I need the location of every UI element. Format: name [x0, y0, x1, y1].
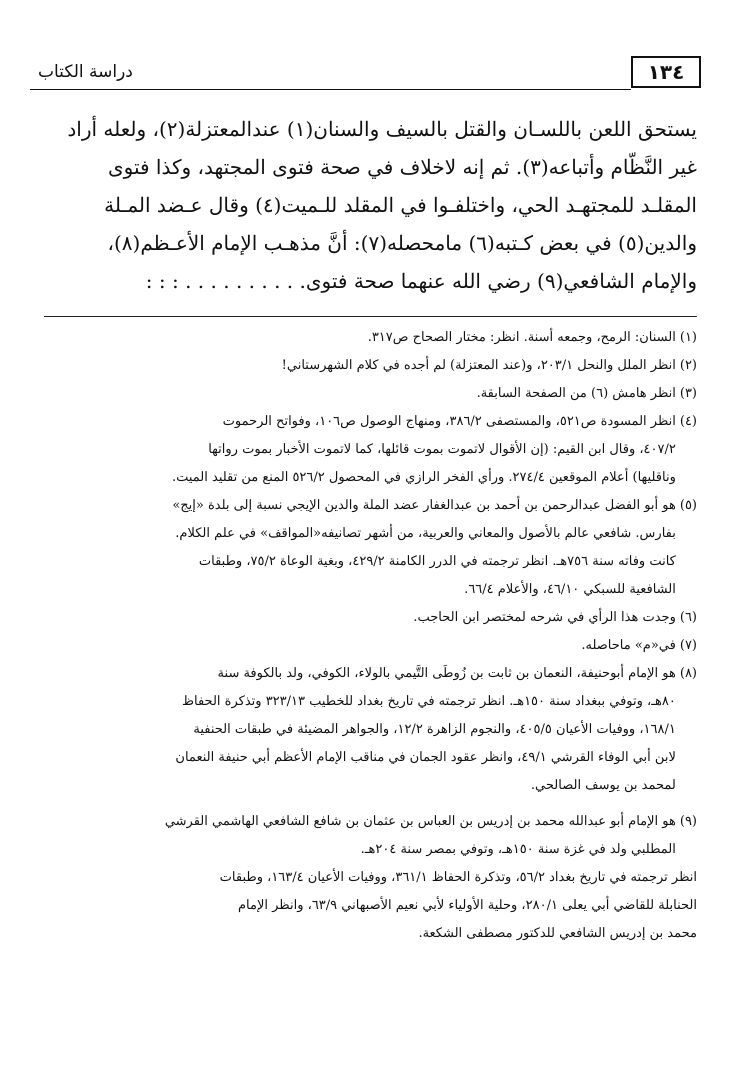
text-line: والإمام الشافعي(٩) رضي الله عنهما صحة فتوى. . . . . . . . . . : : :: [145, 269, 697, 293]
footnote-number: (٥): [679, 498, 697, 513]
footnote-line: انظر ترجمته في تاريخ بغداد ٥٦/٢، وتذكرة الحفاظ ٣٦١/١، ووفيات الأعيان ١٦٣/٤، وطبقات: [219, 870, 697, 885]
footnote-line: الحنابلة للقاضي أبي يعلى ٢٨٠/١، وحلية الأولياء لأبي نعيم الأصبهاني ٦٣/٩، وانظر الإمام: [238, 898, 697, 913]
footnote-number: (٧): [679, 638, 697, 653]
footnote-line: لمحمد بن يوسف الصالحي.: [530, 778, 676, 793]
footnote-line: ٨٠هـ، وتوفي ببغداد سنة ١٥٠هـ. انظر ترجمته في تاريخ بغداد للخطيب ٣٢٣/١٣ وتذكرة الحفاظ: [182, 694, 676, 709]
text-line: غير النَّظّام وأتباعه(٣). ثم إنه لاخلاف في صحة فتوى المجتهد، وكذا فتوى: [107, 155, 697, 179]
footnote-1: [44, 324, 697, 352]
text-line: المقلـد للمجتهـد الحي، واختلفـوا في المقلد للـميت(٤) وقال عـضد المـلة: [104, 193, 697, 217]
footnote-line: كانت وفاته سنة ٧٥٦هـ. انظر ترجمته في الدرر الكامنة ٤٢٩/٢، وبغية الوعاة ٧٥/٢، وطبقات: [198, 554, 676, 569]
footnote-number: (٩): [679, 814, 697, 829]
footnote-8: [44, 660, 697, 800]
running-title: دراسة الكتاب: [38, 62, 133, 82]
footnote-3: [44, 380, 697, 408]
footnote-line: بفارس. شافعي عالم بالأصول والمعاني والعربية، من أشهر تصانيفه«المواقف» في علم الكلام.: [175, 526, 676, 541]
footnote-9: [44, 808, 697, 864]
footnote-2: [44, 352, 697, 380]
page-number: ١٣٤: [631, 56, 701, 88]
footnote-number: (٤): [679, 414, 697, 429]
footnote-4: [44, 408, 697, 492]
text-line: والدين(٥) في بعض كـتبه(٦) مامحصله(٧): أنَّ مذهـب الإمام الأعـظم(٨)،: [107, 231, 697, 255]
footnote-line: وناقليها) أعلام الموقعين ٢٧٤/٤. ورأي الفخر الرازي في المحصول ٥٢٦/٢ المنع من تقليد الميت.: [171, 470, 676, 485]
footnote-line: المطلبي ولد في غزة سنة ١٥٠هـ، وتوفي بمصر سنة ٢٠٤هـ.: [360, 842, 676, 857]
footnote-number: (٨): [679, 666, 697, 681]
page-header: [30, 52, 701, 92]
main-text: [44, 110, 697, 300]
footnote-line: هو الإمام أبوحنيفة، النعمان بن ثابت بن زُوطَى التَّيمي بالولاء، الكوفي، ولد بالكوفة سنة: [217, 666, 676, 681]
footnote-line: الشافعية للسبكي ٤٦/١٠، والأعلام ٦٦/٤.: [464, 582, 676, 597]
footnote-line: هو أبو الفضل عبدالرحمن بن أحمد بن عبدالغفار عضد الملة والدين الإيجي نسبة إلى بلدة «إيج»: [172, 498, 676, 513]
footnote-line: ٤٠٧/٢، وقال ابن القيم: (إن الأقوال لاتموت بموت قائلها، كما لاتموت الأخبار بموت رواتها: [208, 442, 676, 457]
footnote-number: (١): [679, 330, 697, 345]
text-line: يستحق اللعن باللسـان والقتل بالسيف والسنان(١) عندالمعتزلة(٢)، ولعله أراد: [67, 117, 697, 141]
footnote-line: هو الإمام أبو عبدالله محمد بن إدريس بن العباس بن عثمان بن شافع الشافعي الهاشمي القرشي: [164, 814, 676, 829]
footnote-number: (٣): [679, 386, 697, 401]
footnote-6: [44, 604, 697, 632]
footnote-line: وجدت هذا الرأي في شرحه لمختصر ابن الحاجب.: [413, 610, 676, 625]
footnote-number: (٢): [679, 358, 697, 373]
footnote-line: ١٦٨/١، ووفيات الأعيان ٤٠٥/٥، والنجوم الزاهرة ١٢/٢، والجواهر المضيئة في طبقات الحنفية: [193, 722, 676, 737]
footnote-5: [44, 492, 697, 604]
footnote-line: السنان: الرمح، وجمعه أسنة. انظر: مختار الصحاح ص٣١٧.: [367, 330, 676, 345]
footnote-line: انظر هامش (٦) من الصفحة السابقة.: [476, 386, 676, 401]
footnote-line: لابن أبي الوفاء القرشي ٤٩/١، وانظر عقود الجمان في مناقب الإمام الأعظم أبي حنيفة النعمان: [175, 750, 676, 765]
footnote-9-continuation: [44, 864, 697, 948]
footnote-line: محمد بن إدريس الشافعي للدكتور مصطفى الشكعة.: [418, 926, 697, 941]
footnote-number: (٦): [679, 610, 697, 625]
footnote-line: انظر المسودة ص٥٢١، والمستصفى ٣٨٦/٢، ومنهاج الوصول ص١٠٦، وفواتح الرحموت: [222, 414, 676, 429]
footnote-line: انظر الملل والنحل ٢٠٣/١، و(عند المعتزلة) لم أجده في كلام الشهرستاني!: [281, 358, 676, 373]
header-rule: [30, 89, 631, 90]
footnote-separator: [44, 316, 697, 317]
footnotes: [44, 324, 697, 948]
footnote-7: [44, 632, 697, 660]
footnote-line: في«م» ماحاصله.: [581, 638, 676, 653]
